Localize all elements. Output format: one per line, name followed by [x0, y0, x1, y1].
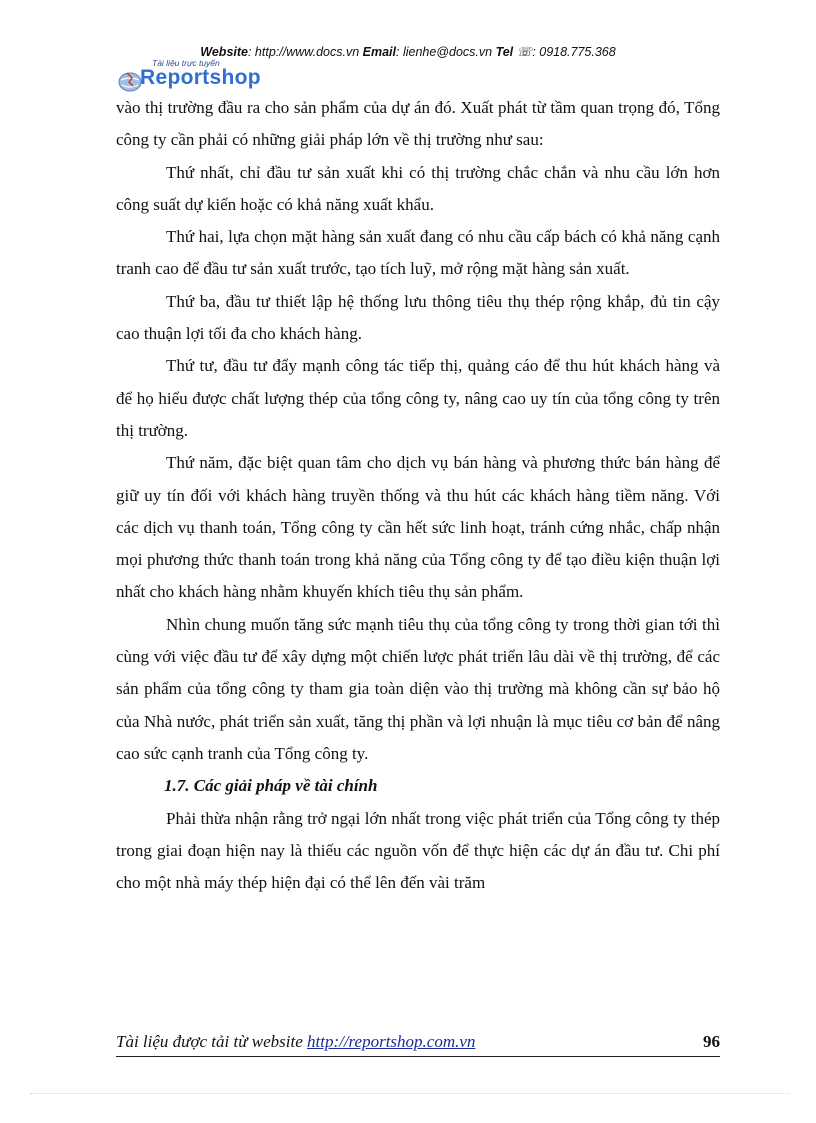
- footer-note: [116, 1032, 475, 1052]
- paragraph-first: Thứ nhất, chỉ đầu tư sản xuất khi có thị trường chắc chắn và nhu cầu lớn hơn công suất dự kiến hoặc có khả năng xuất khẩu.: [116, 162, 720, 214]
- tel-label: Tel: [495, 45, 514, 59]
- paragraph-fourth: Thứ tư, đầu tư đẩy mạnh công tác tiếp thị, quảng cáo để thu hút khách hàng và để họ hiểu được chất lượng thép của tổng công ty, nâng cao uy tín của tổng công ty trên thị trường.: [116, 356, 720, 440]
- section-heading: 1.7. Các giải pháp về tài chính: [164, 776, 378, 796]
- logo-wordmark: Reportshop: [140, 66, 261, 89]
- email-value: : lienhe@docs.vn: [396, 45, 493, 59]
- page-bottom-divider: [30, 1093, 790, 1094]
- website-value: : http://www.docs.vn: [247, 45, 360, 59]
- paragraph-fifth: Thứ năm, đặc biệt quan tâm cho dịch vụ bán hàng và phương thức bán hàng để giữ uy tín đối với khách hàng truyền thống và thu hút các khách hàng tiềm năng. Với các dịch vụ thanh toán, Tổng công ty cần hết sức linh hoạt, tránh cứng nhắc, chấp nhận mọi phương thức thanh toán trong khả năng của Tổng công ty để tạo điều kiện thuận lợi nhất cho khách hàng nhằm khuyến khích tiêu thụ sản phẩm.: [116, 453, 720, 602]
- paragraph-finance: Phải thừa nhận rằng trở ngại lớn nhất trong việc phát triển của Tổng công ty thép trong giai đoạn hiện nay là thiếu các nguồn vốn để thực hiện các dự án đầu tư. Chi phí cho một nhà máy thép hiện đại có thể lên đến vài trăm: [116, 808, 720, 893]
- phone-icon: ☏: [516, 45, 533, 59]
- globe-icon: [118, 70, 142, 92]
- website-label: Website: [200, 45, 248, 59]
- footer-note-text: Tài liệu được tải từ website: [116, 1032, 307, 1051]
- page-header: [0, 44, 816, 59]
- email-label: Email: [362, 45, 396, 59]
- paragraph-continuation: vào thị trường đầu ra cho sản phẩm của dự án đó. Xuất phát từ tầm quan trọng đó, Tổng công ty cần phải có những giải pháp lớn về thị trường như sau:: [116, 98, 720, 150]
- page-footer: [116, 1032, 720, 1057]
- paragraph-third: Thứ ba, đầu tư thiết lập hệ thống lưu thông tiêu thụ thép rộng khắp, đủ tin cậy cao thuận lợi tối đa cho khách hàng.: [116, 291, 720, 344]
- paragraph-second: Thứ hai, lựa chọn mặt hàng sản xuất đang có nhu cầu cấp bách có khả năng cạnh tranh cao để đầu tư sản xuất trước, tạo tích luỹ, mở rộng mặt hàng sản xuất.: [116, 227, 720, 279]
- logo-tagline: Tài liệu trực tuyến: [152, 58, 220, 68]
- page-number: 96: [703, 1032, 720, 1051]
- tel-value: : 0918.775.368: [532, 45, 616, 59]
- document-body: [116, 92, 720, 899]
- footer-link[interactable]: http://reportshop.com.vn: [307, 1032, 476, 1051]
- paragraph-summary: Nhìn chung muốn tăng sức mạnh tiêu thụ của tổng công ty trong thời gian tới thì cùng với việc đầu tư để xây dựng một chiến lược phát triển lâu dài về thị trường, để các sản phẩm của tổng công ty tham gia toàn diện vào thị trường mà không cần sự bảo hộ của Nhà nước, phát triển sản xuất, tăng thị phần và lợi nhuận là mục tiêu cơ bản để nâng cao sức cạnh tranh của Tổng công ty.: [116, 614, 720, 763]
